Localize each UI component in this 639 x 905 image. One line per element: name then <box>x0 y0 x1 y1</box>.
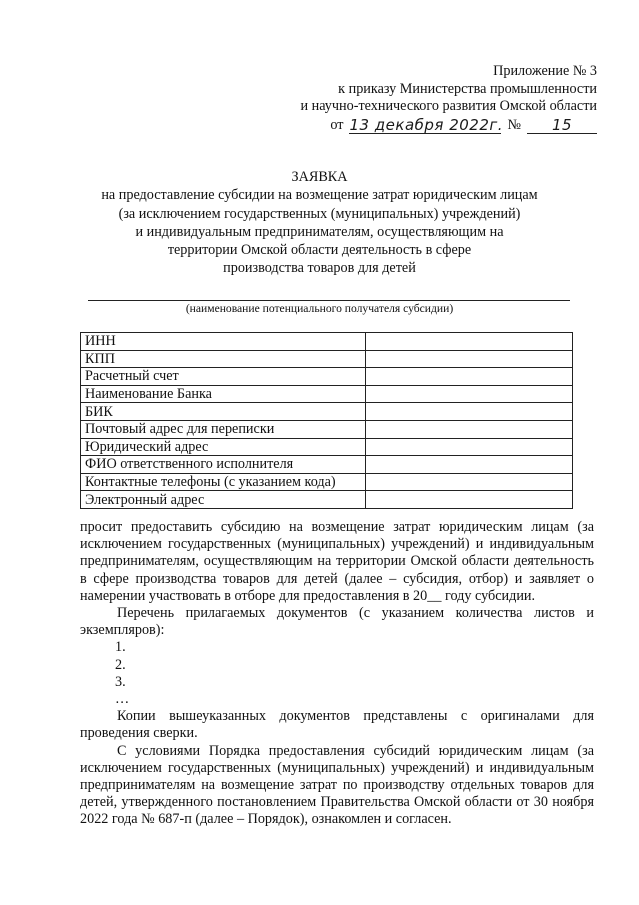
list-item: 2. <box>115 656 126 673</box>
recipient-name-line <box>88 300 570 301</box>
application-title <box>0 168 639 278</box>
number-label: № <box>507 116 521 133</box>
requisite-label: Наименование Банка <box>81 385 366 403</box>
list-item: 3. <box>115 673 126 690</box>
appendix-order-ref: к приказу Министерства промышленности <box>338 80 597 97</box>
requisite-value-field[interactable] <box>366 350 573 368</box>
requisite-value-field[interactable] <box>366 456 573 474</box>
requisite-value-field[interactable] <box>366 333 573 351</box>
list-item: 1. <box>115 639 126 656</box>
requisite-label: ИНН <box>81 333 366 351</box>
title-line-2: (за исключением государственных (муниципальных) учреждений) <box>118 205 521 222</box>
from-label: от <box>330 116 344 133</box>
procedure-paragraph: С условиями Порядка предоставления субсидий юридическим лицам (за исключением государственных (муниципальных) учреждений) и индивидуальным предпринимателям на возмещение затрат по производству отдельных товаров для детей, утвержденного постановлением Правительства Омской области от 30 ноября 2022 года № 687-п (далее – Порядок), ознакомлен и согласен. <box>80 742 594 828</box>
title-line-5: производства товаров для детей <box>223 260 416 277</box>
requisite-row <box>81 491 573 509</box>
requisite-label: Электронный адрес <box>81 491 366 509</box>
requisite-row <box>81 438 573 456</box>
appendix-ministry: и научно-технического развития Омской области <box>300 98 597 114</box>
requisite-row <box>81 333 573 351</box>
requisite-row <box>81 350 573 368</box>
recipient-caption: (наименование потенциального получателя субсидии) <box>185 302 454 315</box>
order-date-line <box>301 117 598 135</box>
title-heading: ЗАЯВКА <box>291 169 348 185</box>
list-item: … <box>115 691 130 708</box>
requisite-label: Контактные телефоны (с указанием кода) <box>81 473 366 491</box>
appendix-title: Приложение № 3 <box>493 63 597 79</box>
documents-list-intro: Перечень прилагаемых документов (с указанием количества листов и экземпляров): <box>80 605 594 639</box>
requisite-label: БИК <box>81 403 366 421</box>
requisite-row <box>81 473 573 491</box>
requisite-row <box>81 403 573 421</box>
requisite-value-field[interactable] <box>366 385 573 403</box>
requisite-label: Расчетный счет <box>81 368 366 386</box>
requisite-row <box>81 385 573 403</box>
title-line-4: территории Омской области деятельность в сфере <box>167 242 472 259</box>
requisite-row <box>81 420 573 438</box>
application-body <box>80 519 594 829</box>
appendix-header <box>301 63 598 134</box>
requisite-label: КПП <box>81 350 366 368</box>
requisite-value-field[interactable] <box>366 420 573 438</box>
copies-paragraph: Копии вышеуказанных документов представлены с оригиналами для проведения сверки. <box>80 708 594 742</box>
title-line-1: на предоставление субсидии на возмещение затрат юридическим лицам <box>101 187 538 204</box>
requisite-value-field[interactable] <box>366 368 573 386</box>
requisite-row <box>81 368 573 386</box>
requisite-row <box>81 456 573 474</box>
requisite-value-field[interactable] <box>366 491 573 509</box>
requisites-table <box>80 332 573 509</box>
title-line-3: и индивидуальным предпринимателям, осуществляющим на <box>135 223 504 240</box>
requisite-label: Почтовый адрес для переписки <box>81 420 366 438</box>
requisite-value-field[interactable] <box>366 403 573 421</box>
requisite-value-field[interactable] <box>366 438 573 456</box>
request-paragraph: просит предоставить субсидию на возмещение затрат юридическим лицам (за исключением государственных (муниципальных) учреждений) и индивидуальным предпринимателям, осуществляющим на территории Омской области деятельность в сфере производства товаров для детей (далее – субсидия, отбор) и заявляет о намерении участвовать в отборе для предоставления в 20__ году субсидии. <box>80 519 594 604</box>
handwritten-date: 13 декабря 2022г. <box>349 116 504 134</box>
requisite-label: ФИО ответственного исполнителя <box>81 456 366 474</box>
requisite-value-field[interactable] <box>366 473 573 491</box>
handwritten-number: 15 <box>527 117 597 134</box>
requisite-label: Юридический адрес <box>81 438 366 456</box>
